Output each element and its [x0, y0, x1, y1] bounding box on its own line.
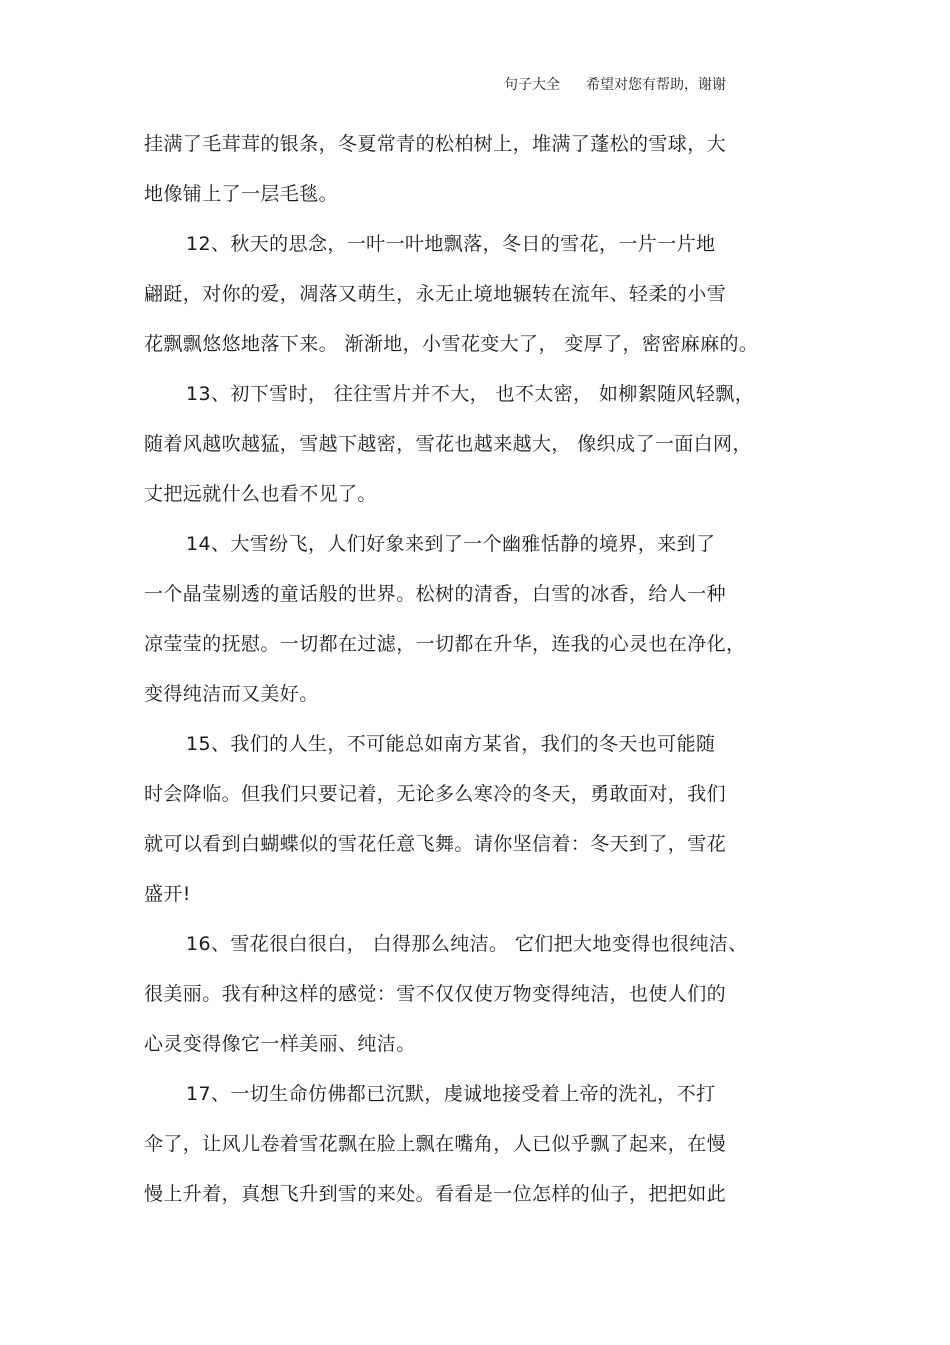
paragraph-13-start: 13、初下雪时， 往往雪片并不大， 也不太密， 如柳絮随风轻飘，	[186, 383, 755, 405]
text-line: 凉莹莹的抚慰。一切都在过滤，一切都在升华，连我的心灵也在净化，	[144, 633, 746, 655]
text-line: 伞了，让风儿卷着雪花飘在脸上飘在嘴角，人已似乎飘了起来，在慢	[144, 1133, 727, 1155]
header-site-name: 句子大全	[504, 77, 560, 93]
text-line: 就可以看到白蝴蝶似的雪花任意飞舞。请你坚信着：冬天到了，雪花	[144, 833, 727, 855]
text-line: 盛开!	[144, 883, 191, 905]
text-line: 变得纯洁而又美好。	[144, 683, 319, 705]
text-line: 地像铺上了一层毛毯。	[144, 183, 339, 205]
paragraph-15-start: 15、我们的人生，不可能总如南方某省，我们的冬天也可能随	[186, 733, 716, 755]
paragraph-12-start: 12、秋天的思念，一叶一叶地飘落，冬日的雪花，一片一片地	[186, 233, 716, 255]
text-line: 很美丽。我有种这样的感觉：雪不仅仅使万物变得纯洁，也使人们的	[144, 983, 727, 1005]
page-header	[504, 74, 726, 94]
text-line: 心灵变得像它一样美丽、纯洁。	[144, 1033, 416, 1055]
text-line: 丈把远就什么也看不见了。	[144, 483, 377, 505]
text-line: 随着风越吹越猛，雪越下越密，雪花也越来越大， 像织成了一面白网，	[144, 433, 752, 455]
paragraph-14-start: 14、大雪纷飞，人们好象来到了一个幽雅恬静的境界，来到了	[186, 533, 716, 555]
paragraph-16-start: 16、雪花很白很白， 白得那么纯洁。 它们把大地变得也很纯洁、	[186, 933, 748, 955]
text-line: 慢上升着，真想飞升到雪的来处。看看是一位怎样的仙子，把把如此	[144, 1183, 727, 1205]
text-line: 挂满了毛茸茸的银条，冬夏常青的松柏树上，堆满了蓬松的雪球，大	[144, 133, 727, 155]
paragraph-17-start: 17、一切生命仿佛都已沉默，虔诚地接受着上帝的洗礼，不打	[186, 1083, 716, 1105]
text-line: 翩跹，对你的爱，凋落又萌生，永无止境地辗转在流年、轻柔的小雪	[144, 283, 727, 305]
text-line: 时会降临。但我们只要记着，无论多么寒冷的冬天，勇敢面对，我们	[144, 783, 727, 805]
text-line: 花飘飘悠悠地落下来。 渐渐地，小雪花变大了， 变厚了，密密麻麻的。	[144, 333, 759, 355]
text-line: 一个晶莹剔透的童话般的世界。松树的清香，白雪的冰香，给人一种	[144, 583, 727, 605]
header-thanks-note: 希望对您有帮助，谢谢	[586, 77, 726, 93]
